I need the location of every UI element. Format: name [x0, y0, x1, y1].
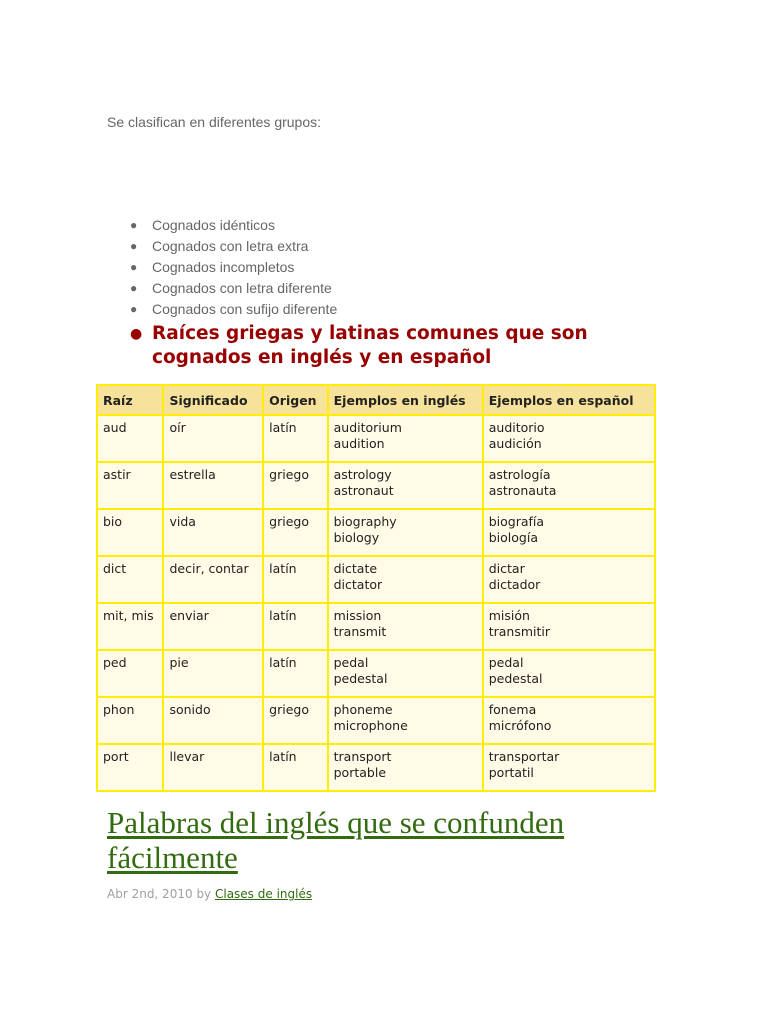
- table-row: [97, 556, 655, 603]
- list-item: [130, 299, 650, 320]
- list-item: [130, 236, 650, 257]
- english-examples-cell: [328, 603, 483, 650]
- author-link[interactable]: Clases de inglés: [214, 887, 313, 901]
- example-word: pedestal: [488, 671, 543, 686]
- bullet-icon: ●: [130, 239, 138, 253]
- column-header: Origen: [263, 385, 327, 415]
- table-header-row: [97, 385, 655, 415]
- example-word: audición: [488, 436, 542, 451]
- list-item-highlighted: [130, 322, 650, 370]
- meaning-cell: decir, contar: [163, 556, 263, 603]
- roots-table: [96, 384, 656, 792]
- example-word: astrology: [333, 467, 392, 482]
- example-word: dictator: [333, 577, 383, 592]
- column-header: Ejemplos en español: [483, 385, 655, 415]
- list-item-label: Cognados con sufijo diferente: [152, 301, 338, 317]
- table-row: [97, 697, 655, 744]
- meaning-cell: pie: [163, 650, 263, 697]
- meaning-cell: llevar: [163, 744, 263, 791]
- example-word: dictador: [488, 577, 541, 592]
- english-examples-cell: [328, 697, 483, 744]
- list-item: [130, 278, 650, 299]
- table-row: [97, 509, 655, 556]
- spanish-examples-cell: [483, 697, 655, 744]
- column-header: Raíz: [97, 385, 163, 415]
- root-cell: mit, mis: [97, 603, 163, 650]
- spanish-examples-cell: [483, 509, 655, 556]
- example-word: transport: [333, 749, 392, 764]
- root-cell: dict: [97, 556, 163, 603]
- table-row: [97, 462, 655, 509]
- list-item-label: Cognados idénticos: [152, 217, 275, 233]
- bullet-icon: ●: [130, 326, 143, 342]
- example-word: audition: [333, 436, 385, 451]
- root-cell: bio: [97, 509, 163, 556]
- spanish-examples-cell: [483, 603, 655, 650]
- column-header: Ejemplos en inglés: [328, 385, 483, 415]
- english-examples-cell: [328, 462, 483, 509]
- origin-cell: latín: [263, 744, 327, 791]
- column-header: Significado: [163, 385, 263, 415]
- example-word: biografía: [488, 514, 545, 529]
- spanish-examples-cell: [483, 650, 655, 697]
- origin-cell: latín: [263, 603, 327, 650]
- example-word: misión: [488, 608, 530, 623]
- list-item-label: Cognados incompletos: [152, 259, 295, 275]
- root-cell: aud: [97, 415, 163, 462]
- meaning-cell: vida: [163, 509, 263, 556]
- root-cell: ped: [97, 650, 163, 697]
- origin-cell: griego: [263, 462, 327, 509]
- meaning-cell: sonido: [163, 697, 263, 744]
- example-word: phoneme: [333, 702, 393, 717]
- list-item: [130, 257, 650, 278]
- english-examples-cell: [328, 744, 483, 791]
- intro-text: Se clasifican en diferentes grupos:: [107, 114, 322, 130]
- list-item: [130, 215, 650, 236]
- bullet-icon: ●: [130, 260, 138, 274]
- origin-cell: griego: [263, 697, 327, 744]
- example-word: transportar: [488, 749, 560, 764]
- spanish-examples-cell: [483, 744, 655, 791]
- example-word: portable: [333, 765, 387, 780]
- example-word: astronaut: [333, 483, 394, 498]
- bullet-icon: ●: [130, 302, 138, 316]
- list-item-label: Raíces griegas y latinas comunes que son cognados en inglés y en español: [152, 323, 588, 368]
- meaning-cell: estrella: [163, 462, 263, 509]
- bullet-icon: ●: [130, 218, 138, 232]
- origin-cell: latín: [263, 650, 327, 697]
- example-word: dictar: [488, 561, 525, 576]
- origin-cell: latín: [263, 415, 327, 462]
- meaning-cell: enviar: [163, 603, 263, 650]
- bullet-icon: ●: [130, 281, 138, 295]
- example-word: fonema: [488, 702, 537, 717]
- table-row: [97, 603, 655, 650]
- english-examples-cell: [328, 415, 483, 462]
- example-word: auditorium: [333, 420, 402, 435]
- origin-cell: griego: [263, 509, 327, 556]
- english-examples-cell: [328, 509, 483, 556]
- cognate-groups-list: [130, 215, 650, 370]
- example-word: astrología: [488, 467, 551, 482]
- root-cell: phon: [97, 697, 163, 744]
- example-word: astronauta: [488, 483, 557, 498]
- root-cell: port: [97, 744, 163, 791]
- example-word: micrófono: [488, 718, 552, 733]
- post-meta: [107, 887, 312, 901]
- example-word: mission: [333, 608, 382, 623]
- spanish-examples-cell: [483, 556, 655, 603]
- english-examples-cell: [328, 650, 483, 697]
- english-examples-cell: [328, 556, 483, 603]
- list-item-label: Cognados con letra diferente: [152, 280, 332, 296]
- example-word: microphone: [333, 718, 408, 733]
- example-word: biography: [333, 514, 397, 529]
- example-word: transmit: [333, 624, 387, 639]
- meaning-cell: oír: [163, 415, 263, 462]
- root-cell: astir: [97, 462, 163, 509]
- post-by-label: by: [196, 887, 212, 901]
- spanish-examples-cell: [483, 415, 655, 462]
- table-row: [97, 744, 655, 791]
- example-word: dictate: [333, 561, 378, 576]
- example-word: auditorio: [488, 420, 545, 435]
- example-word: pedal: [333, 655, 369, 670]
- post-title-link[interactable]: Palabras del inglés que se confunden fácilmente: [107, 805, 565, 875]
- example-word: pedal: [488, 655, 524, 670]
- example-word: transmitir: [488, 624, 551, 639]
- example-word: portatil: [488, 765, 534, 780]
- spanish-examples-cell: [483, 462, 655, 509]
- post-date: Abr 2nd, 2010: [107, 887, 193, 901]
- table-row: [97, 650, 655, 697]
- table-row: [97, 415, 655, 462]
- list-item-label: Cognados con letra extra: [152, 238, 309, 254]
- example-word: biología: [488, 530, 538, 545]
- origin-cell: latín: [263, 556, 327, 603]
- example-word: pedestal: [333, 671, 388, 686]
- example-word: biology: [333, 530, 380, 545]
